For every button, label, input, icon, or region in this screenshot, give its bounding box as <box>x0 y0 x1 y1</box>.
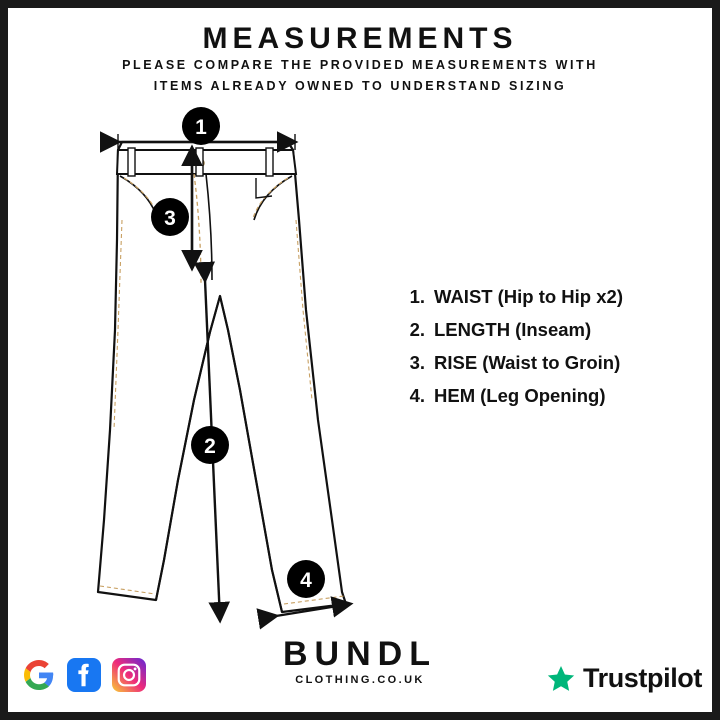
marker-1 <box>182 107 220 145</box>
svg-text:1: 1 <box>195 116 207 139</box>
measurement-legend <box>398 286 698 418</box>
page-title: MEASUREMENTS <box>202 22 518 55</box>
legend-description: (Inseam) <box>515 319 592 340</box>
legend-item-hem <box>398 385 698 407</box>
trustpilot-name: Trustpilot <box>583 663 702 693</box>
svg-text:2: 2 <box>204 435 216 458</box>
brand-name: BUNDL <box>283 635 437 673</box>
page-subtitle <box>0 55 720 97</box>
svg-text:3: 3 <box>164 207 176 230</box>
marker-3 <box>151 198 189 236</box>
legend-term: RISE <box>434 352 478 373</box>
legend-number: 3. <box>409 352 425 373</box>
trustpilot-badge[interactable] <box>546 663 702 694</box>
marker-2 <box>191 426 229 464</box>
subtitle-line-1: PLEASE COMPARE THE PROVIDED MEASUREMENTS WITH <box>122 58 598 72</box>
legend-term: LENGTH <box>434 319 511 340</box>
legend-description: (Hip to Hip x2) <box>497 286 623 307</box>
legend-item-waist <box>398 286 698 308</box>
legend-description: (Waist to Groin) <box>482 352 621 373</box>
google-icon[interactable] <box>22 658 56 692</box>
facebook-icon[interactable] <box>67 658 101 692</box>
legend-number: 2. <box>409 319 425 340</box>
frame-border-top <box>0 0 720 8</box>
social-links <box>22 658 146 692</box>
jeans-diagram <box>60 100 420 630</box>
legend-number: 1. <box>409 286 425 307</box>
frame-border-right <box>712 0 720 720</box>
trustpilot-star-icon <box>546 664 576 694</box>
marker-4 <box>287 560 325 598</box>
instagram-icon[interactable] <box>112 658 146 692</box>
subtitle-line-2: ITEMS ALREADY OWNED TO UNDERSTAND SIZING <box>153 79 567 93</box>
legend-item-rise <box>398 352 698 374</box>
brand-domain: CLOTHING.CO.UK <box>295 674 425 686</box>
svg-text:4: 4 <box>300 569 312 592</box>
legend-description: (Leg Opening) <box>480 385 606 406</box>
legend-item-length <box>398 319 698 341</box>
legend-term: WAIST <box>434 286 493 307</box>
legend-number: 4. <box>409 385 425 406</box>
jeans-outline-icon <box>98 142 346 612</box>
frame-border-left <box>0 0 8 720</box>
legend-term: HEM <box>434 385 476 406</box>
frame-border-bottom <box>0 712 720 720</box>
